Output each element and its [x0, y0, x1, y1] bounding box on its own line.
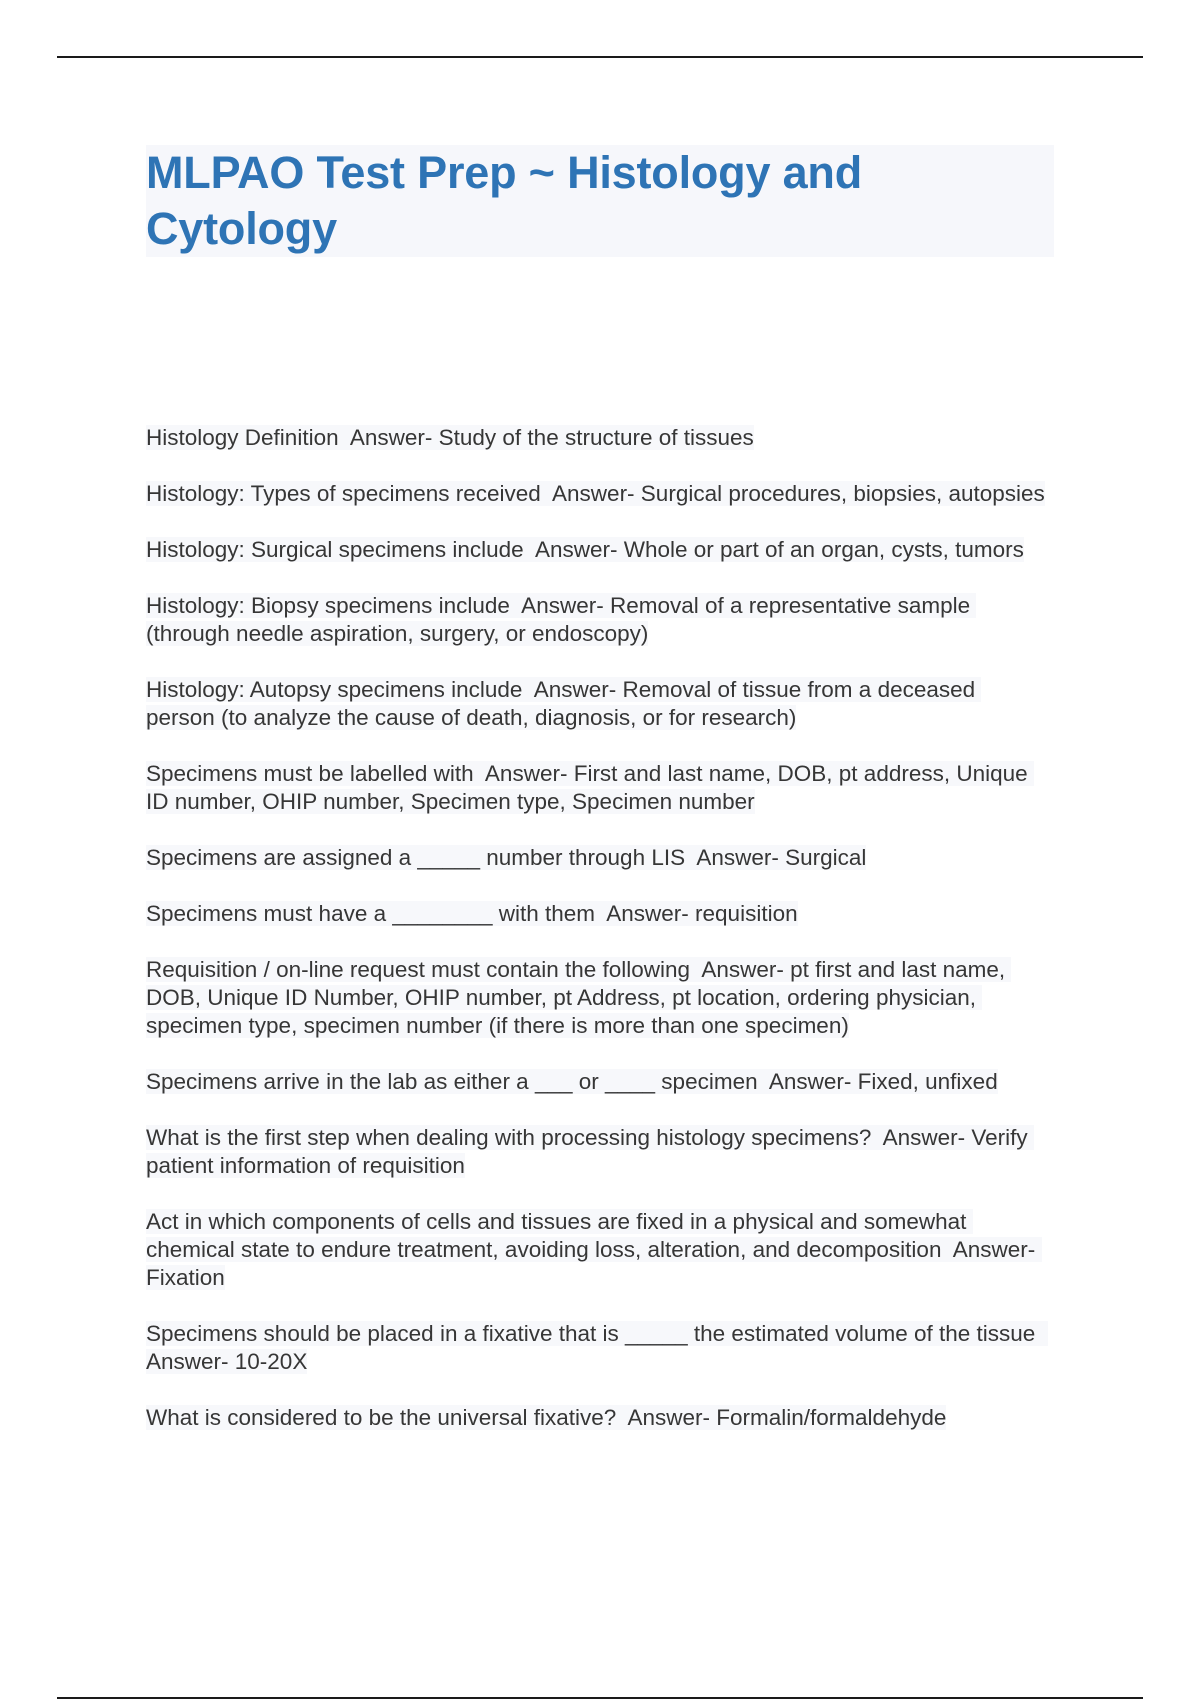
qa-text: What is considered to be the universal fixative? Answer- Formalin/formaldehyde [146, 1405, 947, 1430]
qa-item [146, 1404, 1046, 1432]
qa-text: Specimens should be placed in a fixative that is _____ the estimated volume of the tissue Answer- 10-20X [146, 1321, 1048, 1374]
document-title: MLPAO Test Prep ~ Histology and Cytology [146, 147, 862, 254]
footer-rule [57, 1697, 1143, 1699]
qa-text: Histology: Biopsy specimens include Answer- Removal of a representative sample (through needle aspiration, surgery, or endoscopy) [146, 593, 977, 646]
title-block [146, 145, 1054, 257]
qa-text: Requisition / on-line request must contain the following Answer- pt first and last name, DOB, Unique ID Number, OHIP number, pt Address, pt location, ordering physician, specimen type, specimen number (if there is more than one specimen) [146, 957, 1012, 1038]
qa-text: Histology: Surgical specimens include Answer- Whole or part of an organ, cysts, tumors [146, 537, 1024, 562]
qa-item [146, 956, 1046, 1040]
qa-item [146, 1320, 1046, 1376]
qa-text: Specimens must be labelled with Answer- First and last name, DOB, pt address, Unique ID number, OHIP number, Specimen type, Specimen number [146, 761, 1034, 814]
qa-text: Histology: Types of specimens received Answer- Surgical procedures, biopsies, autopsies [146, 481, 1045, 506]
qa-item [146, 676, 1046, 732]
qa-item [146, 536, 1046, 564]
qa-item [146, 760, 1046, 816]
header-rule [57, 56, 1143, 58]
qa-item [146, 844, 1046, 872]
qa-item [146, 1208, 1046, 1292]
qa-item [146, 1124, 1046, 1180]
qa-text: Histology: Autopsy specimens include Answer- Removal of tissue from a deceased person (to analyze the cause of death, diagnosis, or for research) [146, 677, 982, 730]
qa-item [146, 1068, 1046, 1096]
qa-text: Specimens arrive in the lab as either a ___ or ____ specimen Answer- Fixed, unfixed [146, 1069, 998, 1094]
qa-list [146, 424, 1046, 1460]
qa-text: Specimens are assigned a _____ number through LIS Answer- Surgical [146, 845, 867, 870]
qa-text: What is the first step when dealing with processing histology specimens? Answer- Verify patient information of requisition [146, 1125, 1034, 1178]
qa-text: Histology Definition Answer- Study of the structure of tissues [146, 425, 754, 450]
qa-text: Specimens must have a ________ with them Answer- requisition [146, 901, 798, 926]
qa-item [146, 424, 1046, 452]
qa-item [146, 480, 1046, 508]
qa-item [146, 592, 1046, 648]
qa-item [146, 900, 1046, 928]
qa-text: Act in which components of cells and tissues are fixed in a physical and somewhat chemical state to endure treatment, avoiding loss, alteration, and decomposition Answer- Fixation [146, 1209, 1042, 1290]
